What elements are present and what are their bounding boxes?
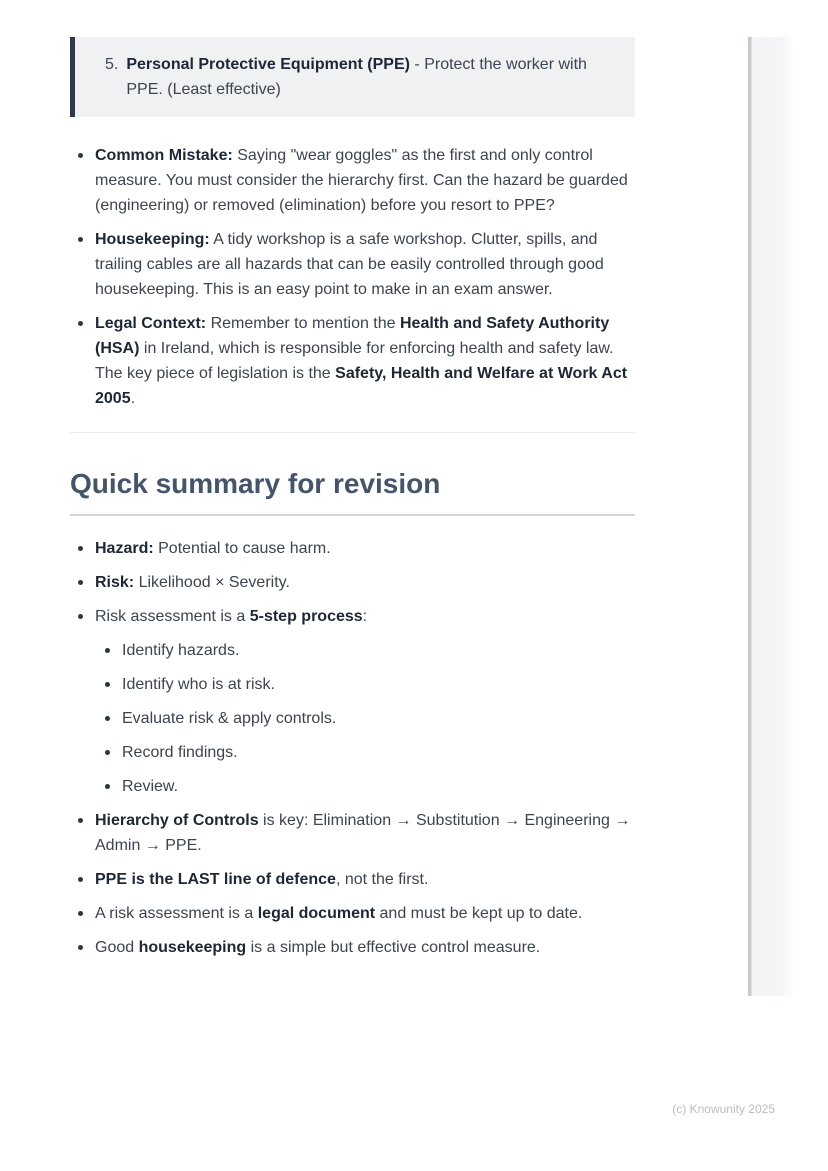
bold-text: Hierarchy of Controls bbox=[95, 812, 259, 829]
copyright-credit: (c) Knowunity 2025 bbox=[672, 1102, 775, 1116]
text: A risk assessment is a bbox=[95, 905, 258, 922]
list-item bbox=[70, 604, 635, 799]
bold-text: legal document bbox=[257, 905, 376, 922]
list-number: 5. bbox=[105, 56, 119, 73]
notes-bullet-list bbox=[70, 143, 635, 411]
text: Potential to cause harm. bbox=[153, 540, 331, 557]
list-item bbox=[70, 867, 635, 892]
text: , not the first. bbox=[335, 871, 429, 888]
nested-list-item bbox=[95, 706, 635, 731]
bold-text: PPE is the LAST line of defence bbox=[95, 871, 336, 888]
text: in Ireland, which is responsible for enforcing health and safety law. The key piece of legislation is the bbox=[95, 340, 614, 382]
text: Risk assessment is a bbox=[95, 608, 250, 625]
text: Review. bbox=[122, 778, 179, 795]
summary-bullet-list bbox=[70, 536, 635, 960]
bold-text: Health and Safety Authority (HSA) bbox=[95, 315, 610, 357]
text: Evaluate risk & apply controls. bbox=[122, 710, 337, 727]
text: . bbox=[130, 390, 136, 407]
text: is a simple but effective control measure. bbox=[246, 939, 541, 956]
document-page-content bbox=[70, 37, 635, 969]
list-item bbox=[70, 227, 635, 302]
list-item bbox=[70, 935, 635, 960]
text: Likelihood × Severity. bbox=[134, 574, 290, 591]
bold-text: Hazard: bbox=[95, 540, 154, 557]
bold-text: 5-step process bbox=[249, 608, 363, 625]
bold-text: Legal Context: bbox=[95, 315, 207, 332]
list-item bbox=[70, 143, 635, 218]
nested-list-item bbox=[95, 740, 635, 765]
bold-text: Common Mistake: bbox=[95, 147, 233, 164]
list-item bbox=[70, 311, 635, 411]
list-item bbox=[70, 536, 635, 561]
bold-text: Housekeeping: bbox=[95, 231, 210, 248]
text: Identify who is at risk. bbox=[122, 676, 275, 693]
page-title: Quick summary for revision bbox=[70, 466, 635, 516]
text: : bbox=[362, 608, 368, 625]
text: A tidy workshop is a safe workshop. Clutter, spills, and trailing cables are all hazards that can be easily controlled through good housekeeping. This is an easy point to make in an exam answer. bbox=[95, 231, 604, 298]
text: - Protect the worker with PPE. (Least effective) bbox=[126, 56, 587, 98]
text: Identify hazards. bbox=[122, 642, 240, 659]
text: Remember to mention the bbox=[206, 315, 400, 332]
bold-text: Personal Protective Equipment (PPE) bbox=[126, 56, 410, 73]
text: Good bbox=[95, 939, 139, 956]
nested-list-item bbox=[95, 672, 635, 697]
blockquote-text bbox=[126, 52, 615, 102]
text: Saying "wear goggles" as the first and only control measure. You must consider the hierarchy first. Can the hazard be guarded (engineering) or removed (elimination) before you resort to PPE? bbox=[95, 147, 628, 214]
text: and must be kept up to date. bbox=[375, 905, 583, 922]
section-divider bbox=[70, 432, 635, 433]
blockquote-list-item bbox=[105, 52, 615, 102]
list-item bbox=[70, 808, 635, 858]
next-page-edge[interactable] bbox=[748, 37, 792, 996]
nested-list-item bbox=[95, 638, 635, 663]
nested-bullet-list bbox=[95, 638, 635, 799]
text: is key: Elimination → Substitution → Engineering → Admin → PPE. bbox=[95, 812, 631, 854]
list-item bbox=[70, 901, 635, 926]
text: Record findings. bbox=[122, 744, 238, 761]
list-item bbox=[70, 570, 635, 595]
bold-text: Safety, Health and Welfare at Work Act 2005 bbox=[95, 365, 628, 407]
nested-list-item bbox=[95, 774, 635, 799]
bold-text: housekeeping bbox=[138, 939, 247, 956]
blockquote-ppe bbox=[70, 37, 635, 117]
bold-text: Risk: bbox=[95, 574, 135, 591]
